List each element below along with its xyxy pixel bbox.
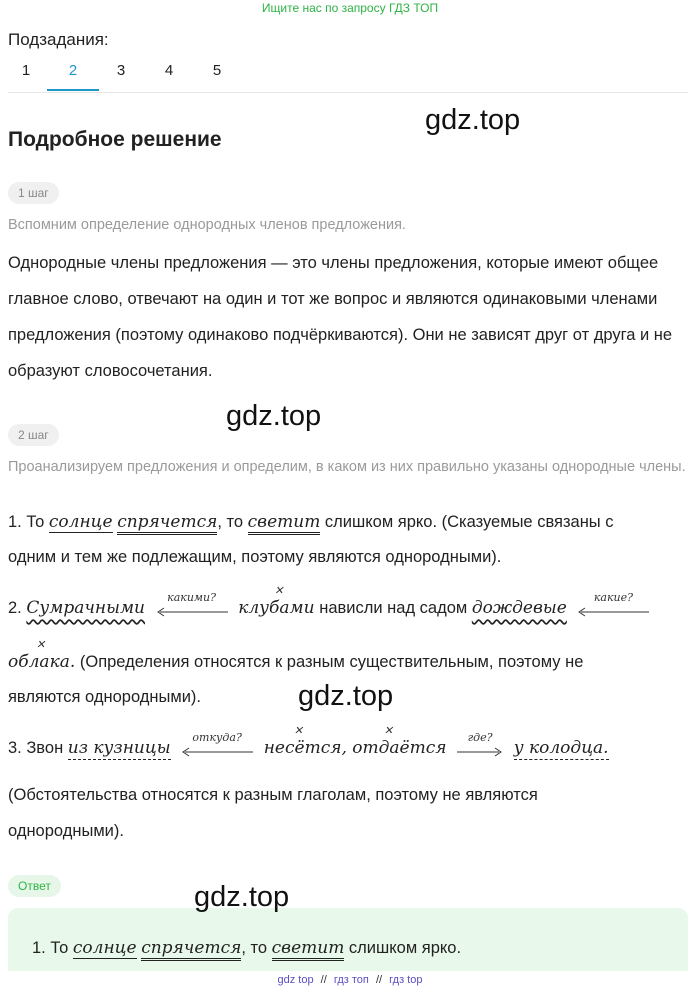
sentence-middle: нависли над садом <box>319 599 468 617</box>
step-badge: 1 шаг <box>8 182 59 204</box>
sentence-number: 3. Звон <box>8 739 64 757</box>
subtasks-label: Подзадания: <box>8 30 109 49</box>
cross-mark-icon: ✕ <box>293 724 303 737</box>
question-label: где? <box>467 730 493 744</box>
right-arrow-icon <box>457 747 503 757</box>
subtask-tabs <box>0 58 700 92</box>
watermark: gdz.top <box>194 881 290 913</box>
watermark: gdz.top <box>226 400 322 432</box>
watermark: gdz.top <box>425 104 521 136</box>
tab-2[interactable]: 2 <box>53 58 93 84</box>
sentence-rest: слишком ярко. <box>348 939 462 957</box>
tab-4[interactable]: 4 <box>164 62 174 79</box>
tab-1[interactable]: 1 <box>21 62 31 79</box>
question-label: откуда? <box>192 730 242 744</box>
page-title: Подробное решение <box>8 128 222 151</box>
sentence-1 <box>8 512 614 532</box>
sentence-2-line-2 <box>8 638 584 672</box>
watermark: gdz.top <box>298 680 394 712</box>
sentence-number: 1. То <box>8 513 45 531</box>
sentence-number: 1. То <box>32 939 69 957</box>
question-arrow <box>457 730 503 759</box>
sentence-3-line-3: однородными). <box>8 822 124 840</box>
footer-link[interactable]: гдз топ <box>333 974 369 986</box>
definition-text: Однородные члены предложения — это члены предложения, которые имеют общее главное слово, отвечают на один и тот же вопрос и являются одинаковыми членами предложения (поэтому одинаково подчёркиваются). Они не зависят друг от друга и не образуют словосочетания. <box>8 254 673 380</box>
footer-link[interactable]: gdz top <box>277 974 314 986</box>
footer-link[interactable]: гдз top <box>389 974 423 986</box>
footer-separator: // <box>320 974 327 986</box>
question-arrow <box>181 730 253 759</box>
sentence-1-line-2: одним и тем же подлежащим, поэтому являются однородными). <box>8 548 502 566</box>
sentence-rest: (Определения относятся к разным существительным, поэтому не <box>79 653 584 671</box>
cross-mark-icon: ✕ <box>274 584 284 597</box>
divider <box>8 92 688 93</box>
tab-3[interactable]: 3 <box>116 62 126 79</box>
question-arrow <box>577 590 649 619</box>
predicate-word: светит <box>272 938 345 961</box>
noun-word: ✕ облака. <box>8 638 76 672</box>
sentence-rest: слишком ярко. (Сказуемые связаны с <box>324 513 614 531</box>
left-arrow-icon <box>156 607 228 617</box>
sentence-2 <box>8 584 655 619</box>
subject-word: солнце <box>72 938 137 958</box>
attribute-word: Сумрачными <box>26 598 146 618</box>
step-hint: Проанализируем предложения и определим, в каком из них правильно указаны однородные члены. <box>8 459 686 475</box>
step-hint: Вспомним определение однородных членов предложения. <box>8 217 406 233</box>
question-label: какими? <box>167 590 217 604</box>
sentence-3 <box>8 724 609 759</box>
separator: , то <box>241 939 268 957</box>
verb-words: ✕ ✕ несётся, отдаётся <box>263 724 447 758</box>
answer-sentence <box>32 938 461 958</box>
tab-5[interactable]: 5 <box>212 62 222 79</box>
question-label: какие? <box>593 590 633 604</box>
cross-mark-icon: ✕ <box>383 724 393 737</box>
adverbial-word: из кузницы <box>67 738 171 758</box>
question-arrow <box>156 590 228 619</box>
attribute-word: дождевые <box>471 598 567 618</box>
answer-badge: Ответ <box>8 875 61 897</box>
separator: , то <box>217 513 244 531</box>
sentence-2-line-3: являются однородными). <box>8 688 201 706</box>
predicate-word: светит <box>248 512 321 535</box>
subject-word: солнце <box>48 512 113 532</box>
noun-word: ✕ клубами <box>238 584 315 618</box>
sentence-number: 2. <box>8 599 22 617</box>
footer-links <box>0 971 700 992</box>
cross-mark-icon: ✕ <box>36 638 46 651</box>
footer-separator: // <box>375 974 383 986</box>
left-arrow-icon <box>181 747 253 757</box>
step-badge: 2 шаг <box>8 424 59 446</box>
predicate-word: спрячется <box>117 512 217 535</box>
predicate-word: спрячется <box>141 938 241 961</box>
search-banner: Ищите нас по запросу ГДЗ ТОП <box>261 1 439 15</box>
left-arrow-icon <box>577 607 649 617</box>
adverbial-word: у колодца. <box>513 738 609 758</box>
sentence-3-line-2: (Обстоятельства относятся к разным глаголам, поэтому не являются <box>8 786 538 804</box>
